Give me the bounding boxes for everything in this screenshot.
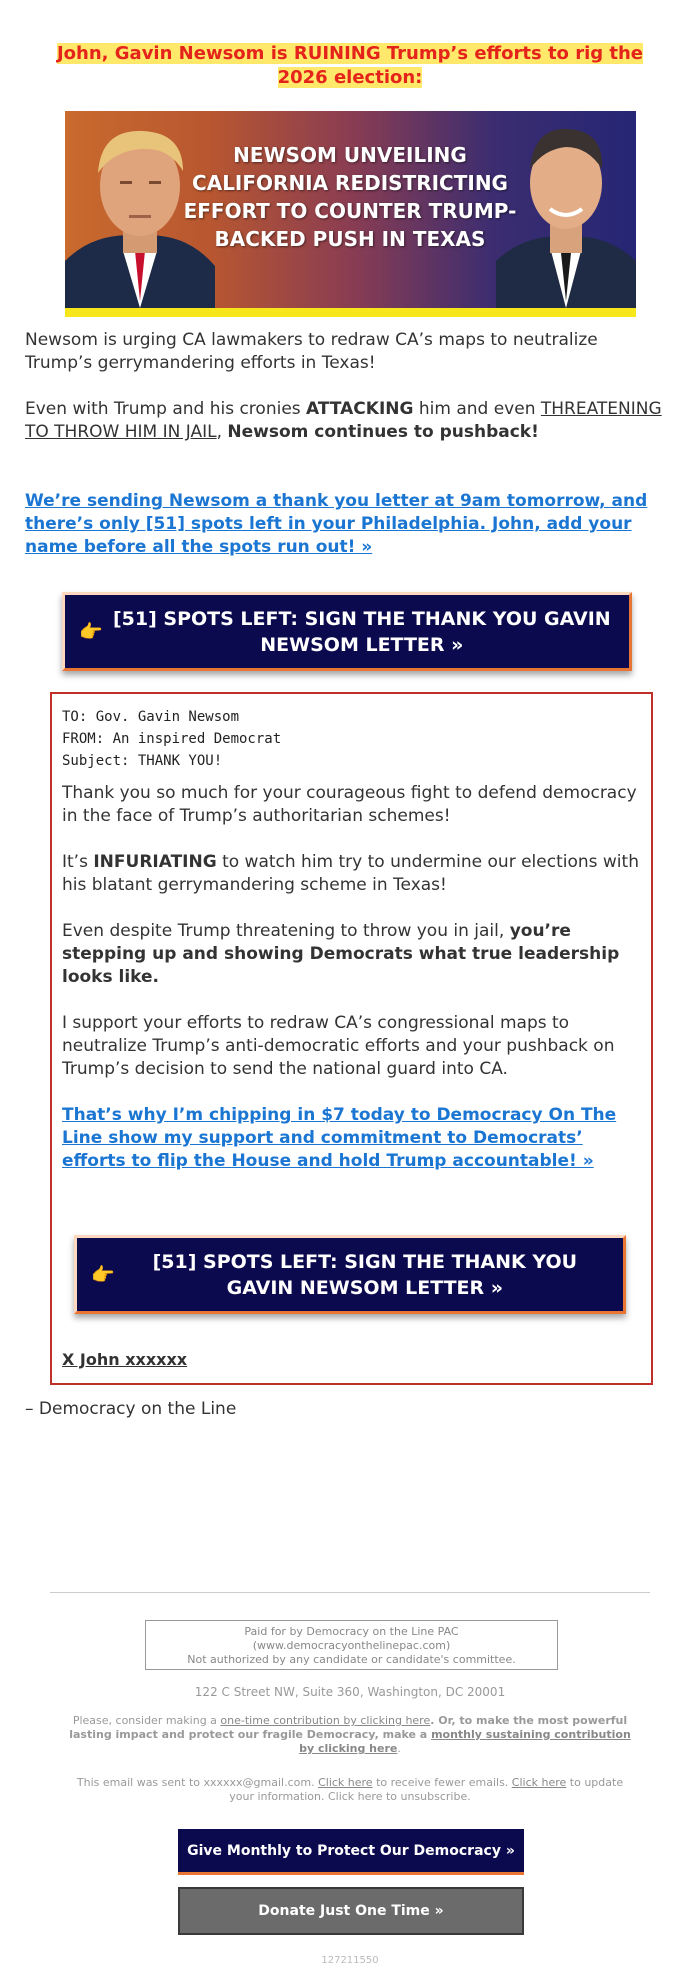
- one-time-link[interactable]: one-time contribution by clicking here: [220, 1714, 431, 1727]
- hero-image: [65, 111, 636, 317]
- letter-paragraph-1: Thank you so much for your courageous fight to defend democracy in the face of Trump’s authoritarian schemes!: [62, 783, 637, 826]
- fewer-emails-link[interactable]: Click here: [318, 1776, 373, 1789]
- pointing-hand-icon: 👉: [79, 620, 103, 643]
- not-authorized-text: Not authorized by any candidate or candidate's committee.: [187, 1653, 516, 1666]
- attack-paragraph: Even with Trump and his cronies ATTACKING him and even THREATENING TO THROW HIM IN JAIL, Newsom continues to pushback!: [25, 399, 662, 442]
- monthly-link[interactable]: monthly sustaining contribution by clicking here: [299, 1728, 631, 1755]
- sign-letter-button-2[interactable]: [74, 1235, 626, 1314]
- sign-letter-button[interactable]: [62, 592, 632, 671]
- letter-paragraph-3: Even despite Trump threatening to throw you in jail, you’re stepping up and showing Democrats what true leadership looks like.: [62, 921, 620, 987]
- give-monthly-button[interactable]: Give Monthly to Protect Our Democracy »: [178, 1829, 524, 1875]
- signature-link[interactable]: X John xxxxxx: [62, 1350, 188, 1369]
- contribution-text: Please, consider making a one-time contribution by clicking here. Or, to make the most powerful lasting impact and protect our fragile Democracy, make a monthly sustaining contribution by clicking here.: [69, 1714, 631, 1755]
- update-info-link[interactable]: Click here: [511, 1776, 567, 1789]
- address: 122 C Street NW, Suite 360, Washington, DC 20001: [194, 1685, 506, 1699]
- sign-letter-button-label: [51] SPOTS LEFT: SIGN THE THANK YOU GAVIN NEWSOM LETTER »: [152, 1250, 578, 1299]
- hero-headline: NEWSOM UNVEILING CALIFORNIA REDISTRICTING EFFORT TO COUNTER TRUMP-BACKED PUSH IN TEXAS: [183, 143, 517, 251]
- letter-subject: Subject: THANK YOU!: [62, 753, 223, 769]
- add-name-link[interactable]: We’re sending Newsom a thank you letter at 9am tomorrow, and there’s only [51] spots left in your Philadelphia. John, add your name before all the spots run out! »: [25, 491, 648, 557]
- site-link[interactable]: (www.democracyonthelinepac.com): [252, 1639, 451, 1652]
- paid-for-text: Paid for by Democracy on the Line PAC: [244, 1625, 459, 1638]
- letter-to: TO: Gov. Gavin Newsom: [62, 709, 240, 725]
- letter-paragraph-2: It’s INFURIATING to watch him try to undermine our elections with his blatant gerrymandering scheme in Texas!: [62, 852, 639, 895]
- chip-in-link[interactable]: That’s why I’m chipping in $7 today to Democracy On The Line show my support and commitment to Democrats’ efforts to flip the House and hold Trump accountable! »: [62, 1105, 617, 1171]
- sign-letter-button-label: [51] SPOTS LEFT: SIGN THE THANK YOU GAVIN NEWSOM LETTER »: [112, 607, 611, 656]
- headline: John, Gavin Newsom is RUINING Trump’s efforts to rig the 2026 election:: [56, 43, 644, 88]
- intro-paragraph: Newsom is urging CA lawmakers to redraw CA’s maps to neutralize Trump’s gerrymandering efforts in Texas!: [25, 330, 598, 373]
- hero-stripe: [65, 308, 636, 317]
- letter-from: FROM: An inspired Democrat: [62, 731, 282, 747]
- letter-paragraph-4: I support your efforts to redraw CA’s congressional maps to neutralize Trump’s anti-democratic efforts and your pushback on Trump’s decision to send the national guard into CA.: [62, 1013, 615, 1079]
- email-code: 127211550: [321, 1955, 379, 1966]
- footer-divider: [50, 1592, 650, 1593]
- signoff: – Democracy on the Line: [25, 1399, 237, 1419]
- letter-box: [50, 692, 653, 1385]
- pointing-hand-icon: 👉: [91, 1263, 115, 1286]
- donate-once-button[interactable]: Donate Just One Time »: [178, 1887, 524, 1935]
- disclaimer-box: [145, 1620, 558, 1670]
- sent-to-text: This email was sent to xxxxxx@gmail.com. Click here to receive fewer emails. Click here to update your information. Click here to unsubscribe.: [76, 1776, 624, 1803]
